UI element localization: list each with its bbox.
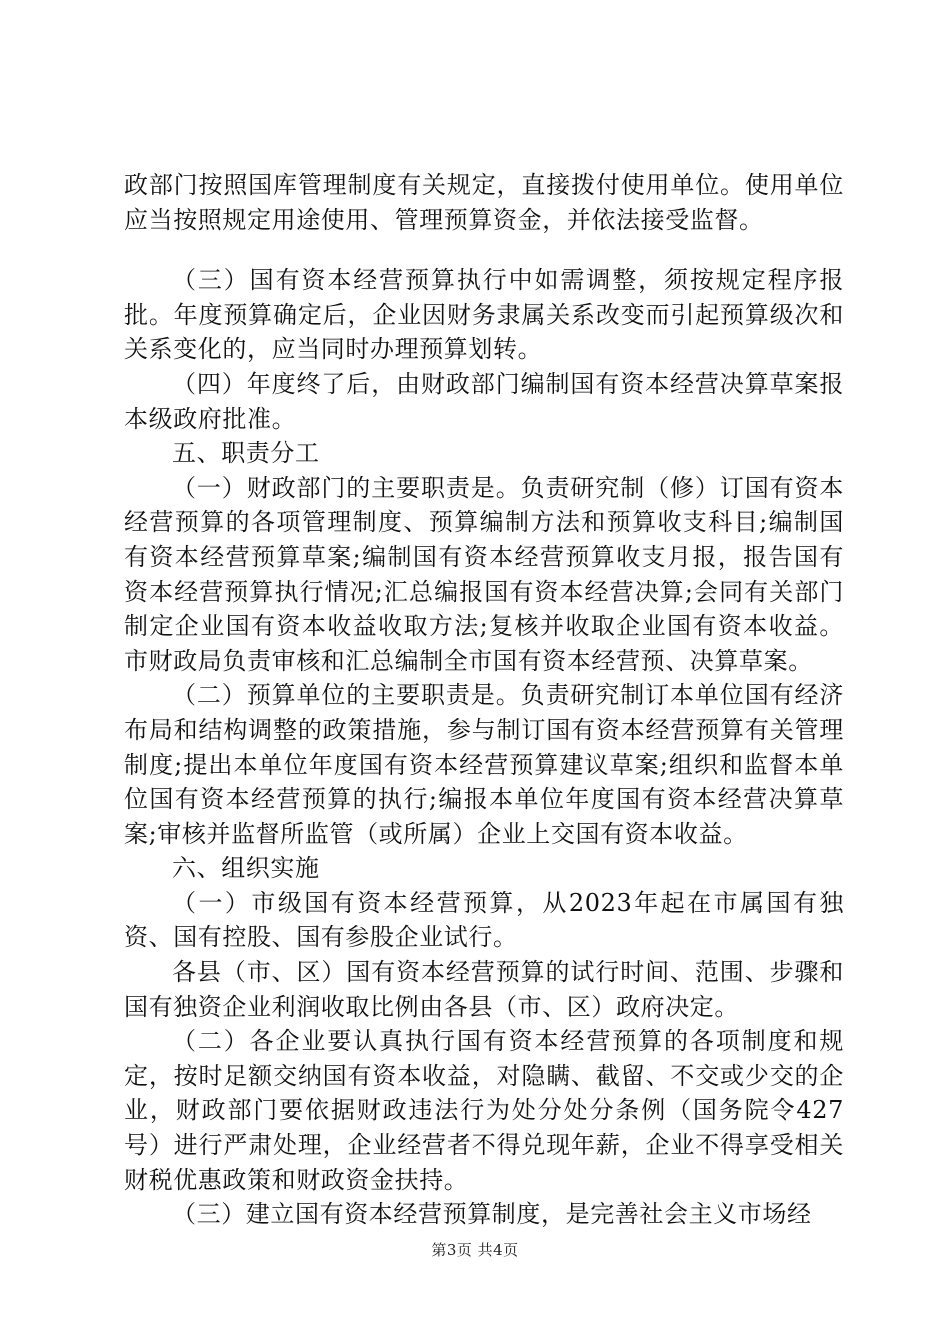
paragraph-system-significance: （三）建立国有资本经营预算制度，是完善社会主义市场经 [172, 1200, 812, 1229]
paragraph-continuation: 政部门按照国库管理制度有关规定，直接拨付使用单位。使用单位应当按照规定用途使用、管理预算资金，并依法接受监督。 [124, 171, 844, 234]
document-body [124, 168, 844, 1232]
paragraph-final-accounts: （四）年度终了后，由财政部门编制国有资本经营决算草案报本级政府批准。 [124, 369, 844, 433]
paragraph-county-trial: 各县（市、区）国有资本经营预算的试行时间、范围、步骤和国有独资企业利润收取比例由各县（市、区）政府决定。 [124, 958, 844, 1021]
section-heading-responsibilities: 五、职责分工 [172, 439, 320, 468]
section-heading-implementation: 六、组织实施 [172, 854, 320, 883]
paragraph-finance-duties: （一）财政部门的主要职责是。负责研究制（修）订国有资本经营预算的各项管理制度、预算编制方法和预算收支科目;编制国有资本经营预算草案;编制国有资本经营预算收支月报，报告国有资本经营预算执行情况;汇总编报国有资本经营决算;会同有关部门制定企业国有资本收益收取方法;复核并收取企业国有资本收益。市财政局负责审核和汇总编制全市国有资本经营预、决算草案。 [124, 473, 844, 675]
page-number-footer: 第3页 共4页 [431, 1241, 519, 1259]
paragraph-budget-adjustment: （三）国有资本经营预算执行中如需调整，须按规定程序报批。年度预算确定后，企业因财务隶属关系改变而引起预算级次和关系变化的，应当同时办理预算划转。 [124, 266, 844, 364]
paragraph-enterprise-compliance: （二）各企业要认真执行国有资本经营预算的各项制度和规定，按时足额交纳国有资本收益，对隐瞒、截留、不交或少交的企业，财政部门要依据财政违法行为处分处分条例（国务院令427号）进行严肃处理，企业经营者不得兑现年薪，企业不得享受相关财税优惠政策和财政资金扶持。 [124, 1027, 844, 1194]
paragraph-budget-unit-duties: （二）预算单位的主要职责是。负责研究制订本单位国有经济布局和结构调整的政策措施，参与制订国有资本经营预算有关管理制度;提出本单位年度国有资本经营预算建议草案;组织和监督本单位国有资本经营预算的执行;编报本单位年度国有资本经营决算草案;审核并监督所监管（或所属）企业上交国有资本收益。 [124, 681, 844, 848]
paragraph-municipal-trial: （一）市级国有资本经营预算，从2023年起在市属国有独资、国有控股、国有参股企业试行。 [124, 888, 844, 952]
